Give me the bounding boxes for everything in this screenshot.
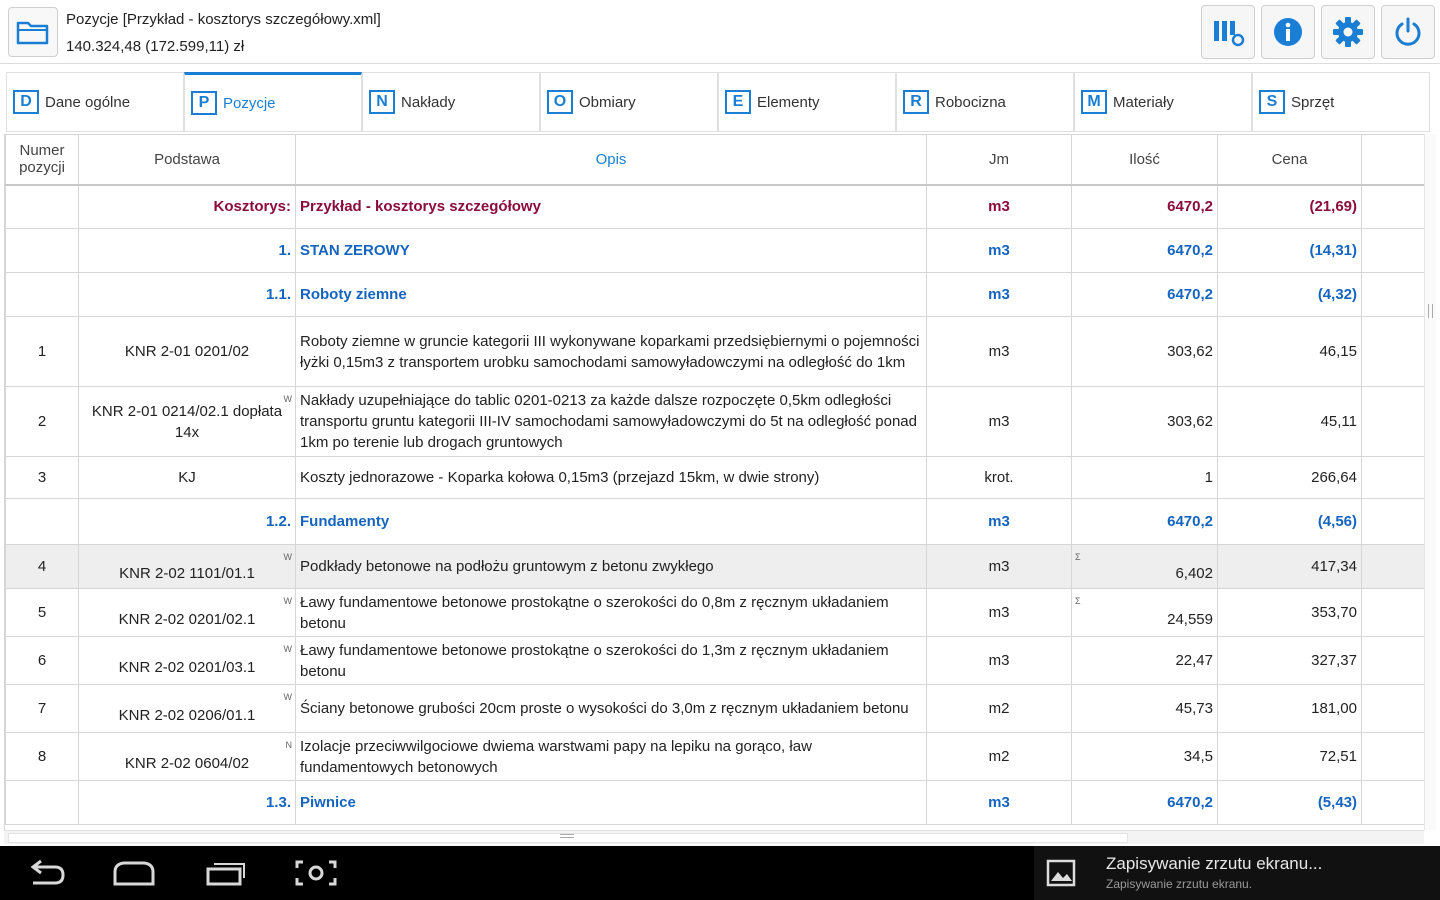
cell-cena: 417,34 <box>1218 545 1362 589</box>
cell-jm: m3 <box>927 317 1072 387</box>
tab-materialy[interactable] <box>1074 72 1252 132</box>
position-type-mark: W <box>283 692 292 702</box>
cell-opis: Roboty ziemne w gruncie kategorii III wykonywane koparkami przedsiębiernymi o pojemności łyżki 0,15m3 z transportem urobku samochodami samowyładowczymi na odległość do 1km <box>296 317 927 387</box>
table-row[interactable] <box>6 499 1425 545</box>
cell-jm: m3 <box>927 273 1072 317</box>
cell-podstawa: Kosztorys: <box>79 185 296 229</box>
cell-numer: 6 <box>6 637 79 685</box>
screenshot-button[interactable] <box>294 858 338 888</box>
cell-numer <box>6 185 79 229</box>
tab-label: Elementy <box>757 93 820 111</box>
column-header-jm[interactable]: Jm <box>927 135 1072 185</box>
column-header-opis[interactable]: Opis <box>296 135 927 185</box>
position-type-mark: W <box>283 644 292 654</box>
home-icon <box>112 860 156 886</box>
cell-empty <box>1362 781 1425 825</box>
system-navigation-bar <box>0 846 1440 900</box>
cell-ilosc: 6470,2 <box>1072 499 1218 545</box>
table-row[interactable] <box>6 387 1425 457</box>
cell-numer: 1 <box>6 317 79 387</box>
cell-numer: 3 <box>6 457 79 499</box>
cell-cena: 45,11 <box>1218 387 1362 457</box>
ilosc-text: 24,559 <box>1167 611 1213 628</box>
tab-key: O <box>547 90 573 114</box>
back-button[interactable] <box>24 858 68 888</box>
tab-key: S <box>1259 90 1285 114</box>
tab-key: R <box>903 90 929 114</box>
position-type-mark: W <box>283 394 292 404</box>
cell-cena: 46,15 <box>1218 317 1362 387</box>
cell-opis: Ściany betonowe grubości 20cm proste o wysokości do 3,0m z ręcznym układaniem betonu <box>296 685 927 733</box>
cell-empty <box>1362 185 1425 229</box>
screenshot-notification[interactable] <box>1034 846 1440 900</box>
cell-podstawa <box>79 733 296 781</box>
columns-settings-icon <box>1211 17 1245 47</box>
cell-jm: m3 <box>927 387 1072 457</box>
tab-label: Robocizna <box>935 93 1006 111</box>
horizontal-scrollbar[interactable] <box>4 830 1424 844</box>
cell-empty <box>1362 317 1425 387</box>
tab-elementy[interactable] <box>718 72 896 132</box>
cell-cena: 266,64 <box>1218 457 1362 499</box>
cell-numer: 7 <box>6 685 79 733</box>
tab-label: Pozycje <box>223 94 276 112</box>
podstawa-text: KNR 2-01 0214/02.1 dopłata 14x <box>91 402 283 441</box>
cell-jm: m2 <box>927 685 1072 733</box>
info-button[interactable] <box>1261 5 1315 59</box>
tab-label: Dane ogólne <box>45 93 131 111</box>
back-icon <box>25 859 67 887</box>
cell-opis: Przykład - kosztorys szczegółowy <box>296 185 927 229</box>
cell-podstawa <box>79 589 296 637</box>
cell-empty <box>1362 229 1425 273</box>
table-row[interactable] <box>6 589 1425 637</box>
column-header-numer[interactable]: Numer pozycji <box>6 135 79 185</box>
recents-icon <box>205 860 247 886</box>
tab-label: Obmiary <box>579 93 636 111</box>
tab-label: Nakłady <box>401 93 456 111</box>
cell-numer: 4 <box>6 545 79 589</box>
cell-opis: STAN ZEROWY <box>296 229 927 273</box>
table-row[interactable] <box>6 457 1425 499</box>
cell-empty <box>1362 545 1425 589</box>
tab-key: M <box>1081 90 1107 114</box>
cell-cena: 327,37 <box>1218 637 1362 685</box>
cell-ilosc <box>1072 545 1218 589</box>
cell-empty <box>1362 589 1425 637</box>
positions-table[interactable] <box>4 134 1424 830</box>
cell-numer <box>6 499 79 545</box>
settings-button[interactable] <box>1321 5 1375 59</box>
cell-opis-selected[interactable]: Podkłady betonowe na podłożu gruntowym z betonu zwykłego <box>296 545 927 589</box>
power-icon <box>1392 16 1424 48</box>
column-header-empty <box>1362 135 1425 185</box>
cell-podstawa <box>79 637 296 685</box>
cell-numer: 8 <box>6 733 79 781</box>
tab-dane-ogolne[interactable] <box>6 72 184 132</box>
folder-icon <box>16 18 50 46</box>
tab-label: Sprzęt <box>1291 93 1335 111</box>
cell-ilosc: 6470,2 <box>1072 781 1218 825</box>
open-file-button[interactable] <box>8 7 58 57</box>
cell-cena: (4,32) <box>1218 273 1362 317</box>
cell-ilosc: 303,62 <box>1072 317 1218 387</box>
image-icon <box>1046 859 1076 887</box>
cell-podstawa <box>79 545 296 589</box>
tab-key: P <box>191 91 217 115</box>
podstawa-text: KNR 2-02 1101/01.1 <box>119 565 255 582</box>
podstawa-text: KNR 2-02 0206/01.1 <box>118 707 256 724</box>
podstawa-text: KNR 2-02 0604/02 <box>124 755 250 772</box>
table-row[interactable] <box>6 229 1425 273</box>
cell-jm: krot. <box>927 457 1072 499</box>
cell-podstawa: 1.2. <box>79 499 296 545</box>
cell-jm: m2 <box>927 733 1072 781</box>
cell-jm: m3 <box>927 545 1072 589</box>
cell-opis: Koszty jednorazowe - Koparka kołowa 0,15m3 (przejazd 15km, w dwie strony) <box>296 457 927 499</box>
cell-opis: Roboty ziemne <box>296 273 927 317</box>
tab-robocizna[interactable] <box>896 72 1074 132</box>
cell-empty <box>1362 499 1425 545</box>
power-button[interactable] <box>1381 5 1435 59</box>
tab-key: N <box>369 90 395 114</box>
table-row[interactable] <box>6 185 1425 229</box>
recents-button[interactable] <box>204 858 248 888</box>
columns-settings-button[interactable] <box>1201 5 1255 59</box>
column-header-ilosc[interactable]: Ilość <box>1072 135 1218 185</box>
cell-empty <box>1362 637 1425 685</box>
cell-cena: 353,70 <box>1218 589 1362 637</box>
column-header-podstawa[interactable]: Podstawa <box>79 135 296 185</box>
cell-jm: m3 <box>927 229 1072 273</box>
cell-ilosc <box>1072 589 1218 637</box>
position-type-mark: W <box>283 596 292 606</box>
cell-numer <box>6 781 79 825</box>
notification-title: Zapisywanie zrzutu ekranu... <box>1106 854 1323 873</box>
table-header-row <box>6 135 1425 185</box>
cell-jm: m3 <box>927 781 1072 825</box>
cell-opis: Nakłady uzupełniające do tablic 0201-0213 za każde dalsze rozpoczęte 0,5km odległości transportu gruntu kategorii III-IV samochodami samowyładowczymi do 5t na odległość ponad 1km po terenie lub drogach gruntowych <box>296 387 927 457</box>
cell-ilosc: 6470,2 <box>1072 273 1218 317</box>
cell-jm: m3 <box>927 185 1072 229</box>
cell-numer <box>6 229 79 273</box>
window-title: Pozycje [Przykład - kosztorys szczegółowy.xml] <box>66 11 381 28</box>
cell-empty <box>1362 733 1425 781</box>
horizontal-scroll-grip[interactable] <box>560 834 574 838</box>
cell-podstawa <box>79 685 296 733</box>
cell-empty <box>1362 685 1425 733</box>
title-block <box>66 6 381 60</box>
notification-subtitle: Zapisywanie zrzutu ekranu. <box>1106 877 1253 891</box>
tab-obmiary[interactable] <box>540 72 718 132</box>
tab-label: Materiały <box>1113 93 1174 111</box>
podstawa-text: KNR 2-02 0201/02.1 <box>118 611 256 628</box>
cell-empty <box>1362 387 1425 457</box>
cell-jm: m3 <box>927 637 1072 685</box>
cell-jm: m3 <box>927 589 1072 637</box>
cell-opis: Ławy fundamentowe betonowe prostokątne o szerokości do 0,8m z ręcznym układaniem betonu <box>296 589 927 637</box>
screenshot-icon <box>294 859 338 887</box>
cell-podstawa <box>79 387 296 457</box>
cell-numer: 5 <box>6 589 79 637</box>
cell-cena: (14,31) <box>1218 229 1362 273</box>
cell-cena: (21,69) <box>1218 185 1362 229</box>
cell-ilosc: 303,62 <box>1072 387 1218 457</box>
info-icon <box>1272 16 1304 48</box>
cell-cena: 72,51 <box>1218 733 1362 781</box>
table-row-selected[interactable] <box>6 545 1425 589</box>
cell-ilosc: 6470,2 <box>1072 229 1218 273</box>
cell-ilosc: 22,47 <box>1072 637 1218 685</box>
cell-podstawa: KJ <box>79 457 296 499</box>
cell-ilosc: 45,73 <box>1072 685 1218 733</box>
cell-podstawa: KNR 2-01 0201/02 <box>79 317 296 387</box>
position-type-mark: N <box>285 740 292 750</box>
vertical-scroll-grip[interactable] <box>1428 304 1433 318</box>
home-button[interactable] <box>112 858 156 888</box>
table-row[interactable] <box>6 781 1425 825</box>
app-header <box>0 0 1440 64</box>
table-row[interactable] <box>6 733 1425 781</box>
total-value: 140.324,48 (172.599,11) zł <box>66 38 245 55</box>
table-row[interactable] <box>6 637 1425 685</box>
tab-sprzet[interactable] <box>1252 72 1430 132</box>
cell-cena: (4,56) <box>1218 499 1362 545</box>
cell-podstawa: 1.3. <box>79 781 296 825</box>
tab-bar <box>6 72 1430 132</box>
cell-opis: Fundamenty <box>296 499 927 545</box>
cell-ilosc: 1 <box>1072 457 1218 499</box>
tab-key: D <box>13 90 39 114</box>
cell-opis: Piwnice <box>296 781 927 825</box>
cell-numer <box>6 273 79 317</box>
cell-numer: 2 <box>6 387 79 457</box>
sum-icon: Σ <box>1075 596 1081 606</box>
gear-icon <box>1332 16 1364 48</box>
cell-ilosc: 34,5 <box>1072 733 1218 781</box>
cell-opis: Izolacje przeciwwilgociowe dwiema warstwami papy na lepiku na gorąco, ław fundamentowych betonowych <box>296 733 927 781</box>
cell-podstawa: 1. <box>79 229 296 273</box>
table-row[interactable] <box>6 317 1425 387</box>
cell-cena: (5,43) <box>1218 781 1362 825</box>
vertical-scrollbar[interactable] <box>1424 134 1436 830</box>
cell-ilosc: 6470,2 <box>1072 185 1218 229</box>
cell-empty <box>1362 273 1425 317</box>
cell-cena: 181,00 <box>1218 685 1362 733</box>
table-row[interactable] <box>6 685 1425 733</box>
tab-pozycje[interactable] <box>184 72 362 132</box>
tab-naklady[interactable] <box>362 72 540 132</box>
cell-opis: Ławy fundamentowe betonowe prostokątne o szerokości do 1,3m z ręcznym układaniem betonu <box>296 637 927 685</box>
table-row[interactable] <box>6 273 1425 317</box>
tab-key: E <box>725 90 751 114</box>
podstawa-text: KNR 2-02 0201/03.1 <box>118 659 256 676</box>
position-type-mark: W <box>283 552 292 562</box>
sum-icon: Σ <box>1075 552 1081 562</box>
cell-jm: m3 <box>927 499 1072 545</box>
cell-empty <box>1362 457 1425 499</box>
ilosc-text: 6,402 <box>1175 565 1213 582</box>
cell-podstawa: 1.1. <box>79 273 296 317</box>
column-header-cena[interactable]: Cena <box>1218 135 1362 185</box>
